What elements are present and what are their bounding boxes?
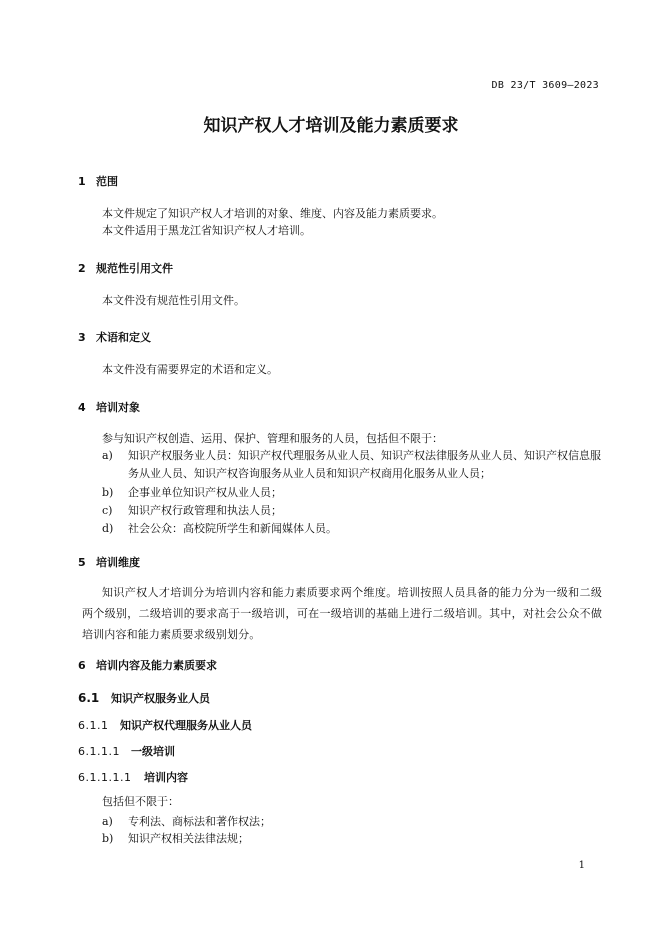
paragraph: 本文件规定了知识产权人才培训的对象、维度、内容及能力素质要求。 xyxy=(102,207,443,220)
section-title: 知识产权代理服务从业人员 xyxy=(120,719,252,732)
list-item-text: 知识产权服务业人员：知识产权代理服务从业人员、知识产权法律服务从业人员、知识产权信息服务从业人员、知识产权咨询服务从业人员和知识产权商用化服务从业人员； xyxy=(128,449,601,480)
section-title: 规范性引用文件 xyxy=(96,262,173,275)
list-marker: a) xyxy=(102,449,113,462)
list-item xyxy=(102,520,337,536)
section-number: 3 xyxy=(78,331,86,344)
section-4-heading xyxy=(78,399,140,415)
subsection-6-1-1-1-heading xyxy=(78,743,175,759)
list-item xyxy=(102,447,602,483)
list-marker: b) xyxy=(102,832,114,845)
section-2-heading xyxy=(78,260,173,276)
section-number: 4 xyxy=(78,401,86,414)
subsection-6-1-1-heading xyxy=(78,717,252,733)
list-marker: c) xyxy=(102,504,113,517)
list-item xyxy=(102,484,282,500)
paragraph: 本文件没有需要界定的术语和定义。 xyxy=(102,363,278,376)
paragraph: 知识产权人才培训分为培训内容和能力素质要求两个维度。培训按照人员具备的能力分为一级和二级两个级别，二级培训的要求高于一级培训，可在一级培训的基础上进行二级培训。其中，对社会公众不做培训内容和能力素质要求级别划分。 xyxy=(82,586,602,641)
list-item-text: 知识产权相关法律法规； xyxy=(128,832,249,845)
list-item xyxy=(102,502,282,518)
section-5-heading xyxy=(78,554,140,570)
section-title: 范围 xyxy=(96,175,118,188)
paragraph: 本文件适用于黑龙江省知识产权人才培训。 xyxy=(102,224,311,237)
section-number: 6.1.1.1 xyxy=(78,745,120,758)
section-title: 培训内容 xyxy=(144,771,188,784)
document-title: 知识产权人才培训及能力素质要求 xyxy=(203,116,459,136)
section-number: 5 xyxy=(78,556,86,569)
section-6-heading xyxy=(78,657,217,673)
section-number: 6.1.1 xyxy=(78,719,109,732)
section-number: 2 xyxy=(78,262,86,275)
paragraph: 包括但不限于： xyxy=(102,795,179,808)
list-marker: a) xyxy=(102,815,113,828)
section-title: 培训维度 xyxy=(96,556,140,569)
paragraph: 本文件没有规范性引用文件。 xyxy=(102,294,245,307)
page-number: 1 xyxy=(578,860,585,871)
paragraph: 参与知识产权创造、运用、保护、管理和服务的人员，包括但不限于： xyxy=(102,432,443,445)
section-title: 培训对象 xyxy=(96,401,140,414)
list-item-text: 专利法、商标法和著作权法； xyxy=(128,815,271,828)
section-title: 培训内容及能力素质要求 xyxy=(96,659,217,672)
subsection-6-1-heading xyxy=(78,690,210,706)
section-number: 1 xyxy=(78,175,86,188)
section-title: 术语和定义 xyxy=(96,331,151,344)
list-item-text: 知识产权行政管理和执法人员； xyxy=(128,504,282,517)
standard-code: DB 23/T 3609—2023 xyxy=(491,80,599,91)
section-title: 一级培训 xyxy=(131,745,175,758)
section-number: 6.1 xyxy=(78,691,100,705)
subsection-6-1-1-1-1-heading xyxy=(78,769,188,785)
section-number: 6 xyxy=(78,659,86,672)
list-item-text: 社会公众：高校院所学生和新闻媒体人员。 xyxy=(128,522,337,535)
section-number: 6.1.1.1.1 xyxy=(78,771,132,784)
section-1-heading xyxy=(78,173,118,189)
list-item-text: 企事业单位知识产权从业人员； xyxy=(128,486,282,499)
list-marker: d) xyxy=(102,522,114,535)
section-title: 知识产权服务业人员 xyxy=(111,692,210,705)
list-item xyxy=(102,813,271,829)
section-3-heading xyxy=(78,329,151,345)
list-item xyxy=(102,830,249,846)
list-marker: b) xyxy=(102,486,114,499)
